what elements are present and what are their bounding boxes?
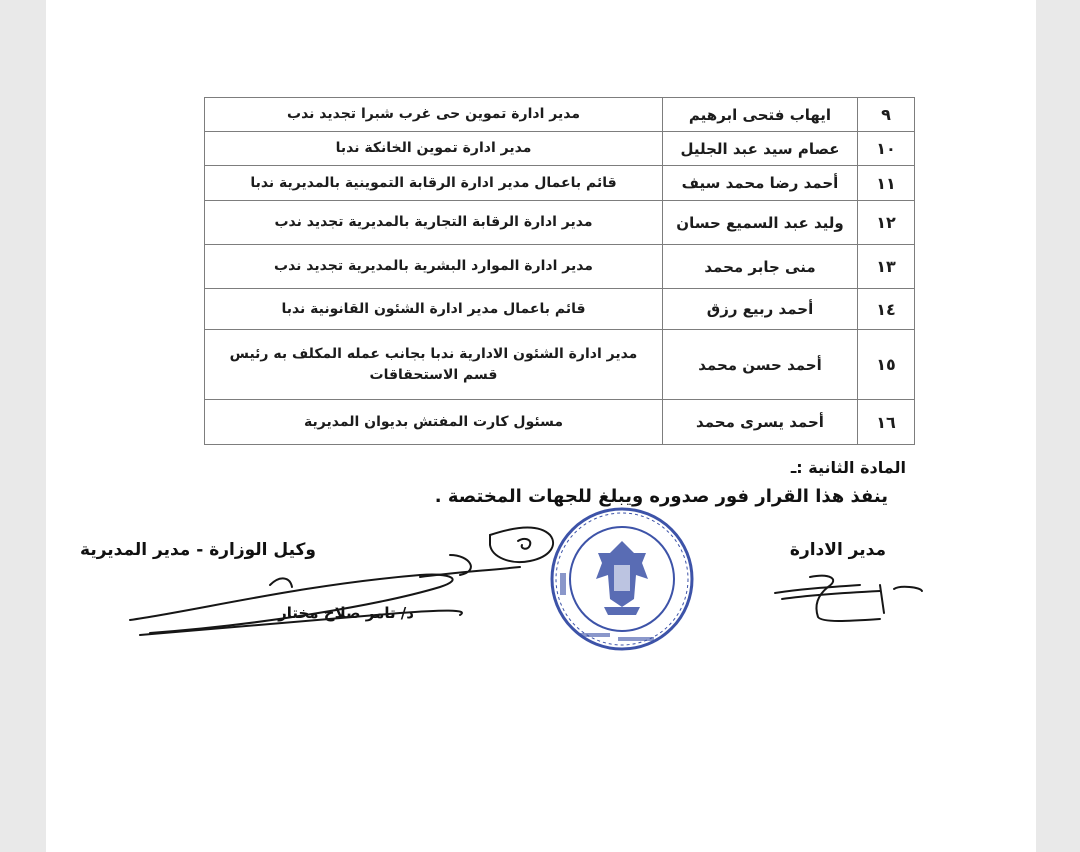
employee-name: أحمد حسن محمد [663, 330, 858, 400]
article-two-body: ينفذ هذا القرار فور صدوره ويبلغ للجهات المختصة . [434, 486, 888, 507]
employee-name: أحمد ربيع رزق [663, 289, 858, 330]
table-row [205, 98, 915, 132]
table-row [205, 330, 915, 400]
job-title: مدير ادارة الموارد البشرية بالمديرية تجديد ندب [205, 245, 663, 289]
employee-name: عصام سيد عبد الجليل [663, 132, 858, 166]
table-row [205, 201, 915, 245]
employee-name: وليد عبد السميع حسان [663, 201, 858, 245]
row-number: ١١ [858, 166, 915, 201]
table-row [205, 245, 915, 289]
row-number: ١٤ [858, 289, 915, 330]
assignment-table-body [205, 98, 915, 445]
row-number: ٩ [858, 98, 915, 132]
undersecretary-name: د/ تامر صلاح مختار [278, 604, 414, 622]
job-title: مسئول كارت المفتش بديوان المديرية [205, 400, 663, 445]
employee-name: ايهاب فتحى ابرهيم [663, 98, 858, 132]
undersecretary-title: وكيل الوزارة - مدير المديرية [80, 540, 316, 560]
job-title: قائم باعمال مدير ادارة الرقابة التموينية بالمديرية ندبا [205, 166, 663, 201]
row-number: ١٥ [858, 330, 915, 400]
employee-name: منى جابر محمد [663, 245, 858, 289]
job-title: مدير ادارة الشئون الادارية ندبا بجانب عمله المكلف به رئيس قسم الاستحقاقات [205, 330, 663, 400]
table-row [205, 166, 915, 201]
employee-name: أحمد يسرى محمد [663, 400, 858, 445]
job-title: مدير ادارة تموين الخانكة ندبا [205, 132, 663, 166]
department-director-title: مدير الادارة [789, 540, 886, 560]
table-row [205, 289, 915, 330]
table-row [205, 132, 915, 166]
row-number: ١٣ [858, 245, 915, 289]
job-title: قائم باعمال مدير ادارة الشئون القانونية ندبا [205, 289, 663, 330]
table-row [205, 400, 915, 445]
job-title: مدير ادارة الرقابة التجارية بالمديرية تجديد ندب [205, 201, 663, 245]
job-title: مدير ادارة تموين حى غرب شبرا تجديد ندب [205, 98, 663, 132]
director-signature [770, 565, 930, 625]
undersecretary-signature [120, 515, 580, 650]
employee-name: أحمد رضا محمد سيف [663, 166, 858, 201]
row-number: ١٦ [858, 400, 915, 445]
row-number: ١٢ [858, 201, 915, 245]
article-two-heading: المادة الثانية :ـ [790, 458, 906, 477]
assignment-table [204, 97, 915, 445]
row-number: ١٠ [858, 132, 915, 166]
